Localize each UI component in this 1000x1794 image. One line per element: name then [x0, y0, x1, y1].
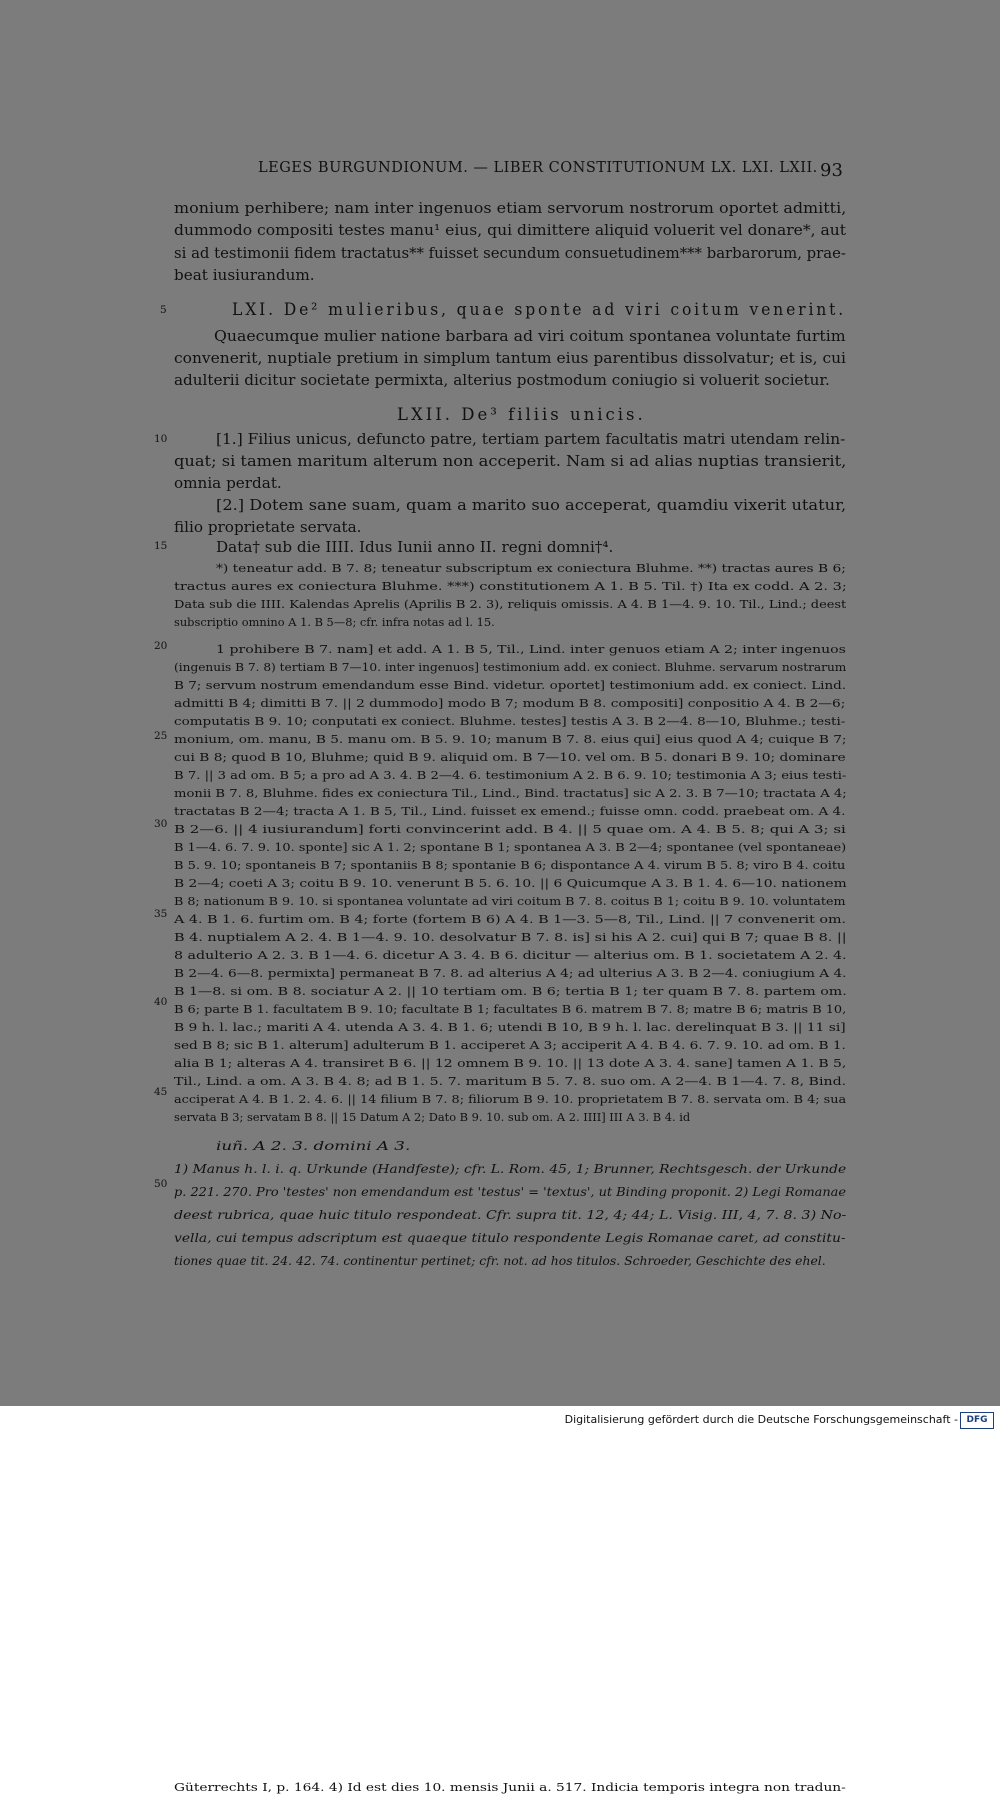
text-line: *) teneatur add. B 7. 8; teneatur subscriptum ex coniectura Bluhme. **) tractas aures B 6;	[216, 561, 846, 575]
text-line: Güterrechts I, p. 164. 4) Id est dies 10. mensis Junii a. 517. Indicia temporis integra non tradun-	[174, 1780, 846, 1794]
text-line: Data† sub die IIII. Idus Iunii anno II. regni domni†⁴.	[216, 538, 614, 556]
line-number: 50	[154, 1178, 168, 1190]
text-line: beat iusiurandum.	[174, 266, 315, 284]
text-line: [1.] Filius unicus, defuncto patre, tertiam partem facultatis matri utendam relin-	[216, 430, 846, 448]
text-line: admitti B 4; dimitti B 7. || 2 dummodo] modo B 7; modum B 8. compositi] conpositio A 4. B 2—6;	[174, 696, 846, 710]
text-line: B 5. 9. 10; spontaneis B 7; spontaniis B 8; spontanie B 6; dispontance A 4. virum B 5. 8; viro B 4. coitu	[174, 858, 846, 872]
text-line: B 8; nationum B 9. 10. si spontanea voluntate ad viri coitum B 7. 8. coitus B 1; coitu B 9. 10. voluntatem	[174, 894, 846, 908]
running-head: LEGES BURGUNDIONUM. — LIBER CONSTITUTIONUM LX. LXI. LXII.	[258, 160, 818, 176]
line-number: 40	[154, 996, 168, 1008]
text-line: acciperat A 4. B 1. 2. 4. 6. || 14 filium B 7. 8; filiorum B 9. 10. proprietatem B 7. 8. servata om. B 4; sua	[174, 1092, 847, 1106]
footer	[0, 1406, 1000, 1434]
text-line: convenerit, nuptiale pretium in simplum tantum eius parentibus dissolvatur; et is, cui	[174, 349, 847, 367]
line-number: 35	[154, 908, 168, 920]
text-line: adulterii dicitur societate permixta, alterius postmodum coniugio si voluerit societur.	[174, 371, 830, 389]
section-heading: LXI. De² mulieribus, quae sponte ad viri coitum venerint.	[232, 300, 847, 319]
text-line: [2.] Dotem sane suam, quam a marito suo acceperat, quamdiu vixerit utatur,	[216, 496, 847, 514]
text-line: quat; si tamen maritum alterum non acceperit. Nam si ad alias nuptias transierit,	[174, 452, 847, 470]
text-line: B 1—8. si om. B 8. sociatur A 2. || 10 tertiam om. B 6; tertia B 1; ter quam B 7. 8. partem om.	[174, 984, 847, 998]
text-line: cui B 8; quod B 10, Bluhme; quid B 9. aliquid om. B 7—10. vel om. B 5. donari B 9. 10; dominare	[174, 750, 846, 764]
text-line: servata B 3; servatam B 8. || 15 Datum A 2; Dato B 9. 10. sub om. A 2. IIII] III A 3. B 4. id	[174, 1110, 691, 1124]
text-line: A 4. B 1. 6. furtim om. B 4; forte (fortem B 6) A 4. B 1—3. 5—8, Til., Lind. || 7 convenerit om.	[174, 912, 847, 926]
text-line: computatis B 9. 10; conputati ex coniect. Bluhme. testes] testis A 3. B 2—4. 8—10, Bluhme.; testi-	[174, 714, 846, 728]
dfg-logo: DFG	[960, 1412, 994, 1429]
text-line: B 7; servum nostrum emendandum esse Bind. videtur. oportet] testimonium add. ex coniect. Lind.	[174, 678, 847, 692]
text-line: alia B 1; alteras A 4. transiret B 6. || 12 omnem B 9. 10. || 13 dote A 3. 4. sane] tamen A 1. B 5,	[174, 1056, 847, 1070]
line-number: 30	[154, 818, 168, 830]
text-line: Quaecumque mulier natione barbara ad viri coitum spontanea voluntate furtim	[214, 327, 846, 345]
text-line: monii B 7. 8, Bluhme. fides ex coniectura Til., Lind., Bind. tractatus] sic A 2. 3. B 7—10; tractata A 4;	[174, 786, 847, 800]
line-number: 10	[154, 433, 168, 445]
line-number: 15	[154, 540, 168, 552]
text-line: si ad testimonii fidem tractatus** fuisset secundum consuetudinem*** barbarorum, prae-	[174, 244, 846, 262]
text-line: iuñ. A 2. 3. domini A 3.	[216, 1138, 411, 1153]
text-line: B 4. nuptialem A 2. 4. B 1—4. 9. 10. desolvatur B 7. 8. is] si his A 2. cui] qui B 7; quae B 8. ||	[174, 930, 847, 944]
text-line: omnia perdat.	[174, 474, 282, 492]
text-line: subscriptio omnino A 1. B 5—8; cfr. infra notas ad l. 15.	[174, 615, 495, 629]
section-heading: LXII. De³ filiis unicis.	[397, 405, 646, 424]
text-line: tractus aures ex coniectura Bluhme. ***) constitutionem A 1. B 5. Til. †) Ita ex codd. A 2. 3;	[174, 579, 847, 593]
page-number: 93	[820, 160, 843, 181]
footer-text: Digitalisierung gefördert durch die Deutsche Forschungsgemeinschaft -	[564, 1413, 958, 1426]
line-number: 25	[154, 730, 168, 742]
line-number: 20	[154, 640, 168, 652]
text-line: B 7. || 3 ad om. B 5; a pro ad A 3. 4. B 2—4. 6. testimonium A 2. B 6. 9. 10; testimonia A 3; eius testi-	[174, 768, 847, 782]
text-line: B 2—6. || 4 iusiurandum] forti convincerint add. B 4. || 5 quae om. A 4. B 5. 8; qui A 3; si	[174, 822, 846, 836]
text-line: 8 adulterio A 2. 3. B 1—4. 6. dicetur A 3. 4. B 6. dicitur — alterius om. B 1. societatem A 2. 4.	[174, 948, 847, 962]
line-number: 45	[154, 1086, 168, 1098]
text-line: B 1—4. 6. 7. 9. 10. sponte] sic A 1. 2; spontane B 1; spontanea A 3. B 2—4; spontanee (vel spontaneae)	[174, 840, 847, 854]
text-line: B 9 h. l. lac.; mariti A 4. utenda A 3. 4. B 1. 6; utendi B 10, B 9 h. l. lac. derelinquat B 3. || 11 si]	[174, 1020, 846, 1034]
text-line: deest rubrica, quae huic titulo respondeat. Cfr. supra tit. 12, 4; 44; L. Visig. III, 4, 7. 8. 3) No-	[174, 1207, 847, 1222]
text-line: monium, om. manu, B 5. manu om. B 5. 9. 10; manum B 7. 8. eius qui] eius quod A 4; cuique B 7;	[174, 732, 847, 746]
line-number: 5	[160, 304, 167, 316]
text-line: dummodo compositi testes manu¹ eius, qui dimittere aliquid voluerit vel donare*, aut	[174, 221, 846, 239]
text-line: B 6; parte B 1. facultatem B 9. 10; facultate B 1; facultates B 6. matrem B 7. 8; matre B 6; matris B 10,	[174, 1002, 847, 1016]
text-line: Til., Lind. a om. A 3. B 4. 8; ad B 1. 5. 7. maritum B 5. 7. 8. suo om. A 2—4. B 1—4. 7. 8, Bind.	[174, 1074, 847, 1088]
text-line: tiones quae tit. 24. 42. 74. continentur pertinet; cfr. not. ad hos titulos. Schroeder, Geschichte des ehel.	[174, 1253, 826, 1268]
text-line: (ingenuis B 7. 8) tertiam B 7—10. inter ingenuos] testimonium add. ex coniect. Bluhme. servarum nostrarum	[174, 660, 847, 674]
text-line: filio proprietate servata.	[174, 518, 362, 536]
text-line: Data sub die IIII. Kalendas Aprelis (Aprilis B 2. 3), reliquis omissis. A 4. B 1—4. 9. 10. Til., Lind.; deest	[174, 597, 847, 611]
text-line: monium perhibere; nam inter ingenuos etiam servorum nostrorum oportet admitti,	[174, 199, 847, 217]
text-line: p. 221. 270. Pro 'testes' non emendandum est 'testus' = 'textus', ut Binding proponit. 2) Legi Romanae	[174, 1184, 846, 1199]
text-line: B 2—4; coeti A 3; coitu B 9. 10. venerunt B 5. 6. 10. || 6 Quicumque A 3. B 1. 4. 6—10. nationem	[174, 876, 847, 890]
text-line: sed B 8; sic B 1. alterum] adulterum B 1. acciperet A 3; acciperit A 4. B 4. 6. 7. 9. 10. ad om. B 1.	[174, 1038, 846, 1052]
text-line: 1) Manus h. l. i. q. Urkunde (Handfeste); cfr. L. Rom. 45, 1; Brunner, Rechtsgesch. der Urkunde	[174, 1161, 847, 1176]
text-line: vella, cui tempus adscriptum est quaeque titulo respondente Legis Romanae caret, ad constitu-	[174, 1230, 846, 1245]
text-line: B 2—4. 6—8. permixta] permaneat B 7. 8. ad alterius A 4; ad ulterius A 3. B 2—4. coniugium A 4.	[174, 966, 847, 980]
text-line: tractatas B 2—4; tracta A 1. B 5, Til., Lind. fuisset ex emend.; fuisse omn. codd. praebeat om. A 4.	[174, 804, 846, 818]
text-line: 1 prohibere B 7. nam] et add. A 1. B 5, Til., Lind. inter genuos etiam A 2; inter ingenuos	[216, 642, 846, 656]
